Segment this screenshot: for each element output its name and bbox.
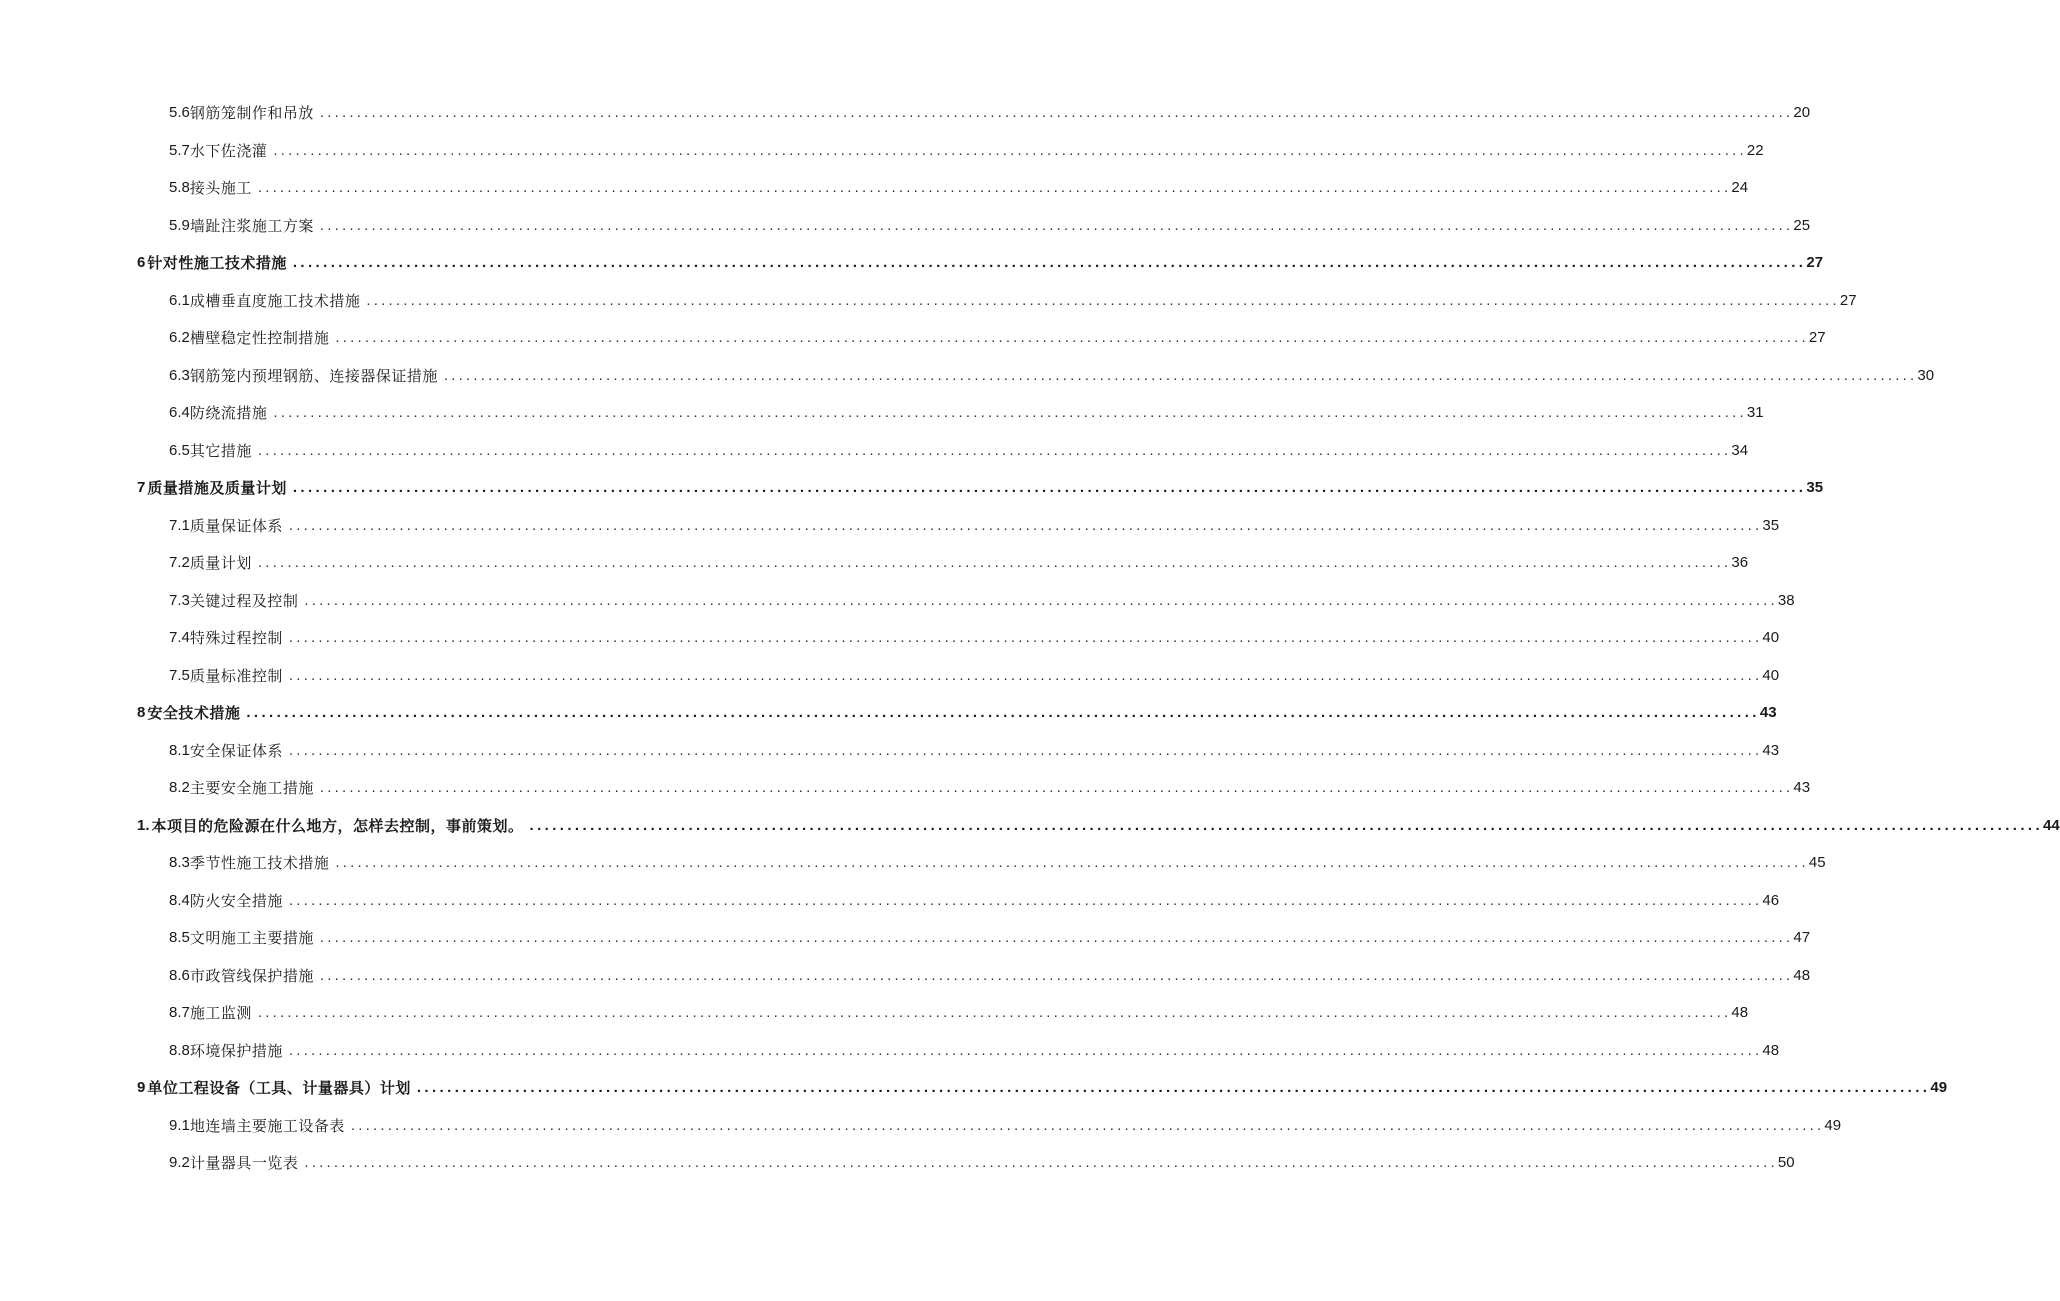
toc-entry-number: 9.1 bbox=[169, 1116, 190, 1134]
toc-entry-title: 单位工程设备（工具、计量器具）计划 bbox=[147, 1080, 411, 1098]
toc-dot-leader: ........................................................................................................................................................................................................ bbox=[350, 1116, 1825, 1134]
toc-dot-leader: ........................................................................................................................................................................................................ bbox=[273, 404, 1747, 422]
toc-subsection-entry[interactable] bbox=[0, 169, 1749, 207]
toc-entry-number: 5.9 bbox=[169, 216, 190, 234]
toc-entry-title: 施工监测 bbox=[189, 1005, 252, 1023]
toc-entry-number: 8.1 bbox=[169, 741, 190, 759]
toc-entry-page-number: 22 bbox=[1746, 141, 1764, 159]
toc-entry-page-number: 31 bbox=[1746, 404, 1764, 422]
toc-entry-title: 防火安全措施 bbox=[189, 892, 283, 910]
toc-entry-page-number: 35 bbox=[1762, 516, 1780, 534]
toc-subsection-entry[interactable] bbox=[0, 619, 1780, 657]
toc-subsection-entry[interactable] bbox=[0, 207, 1811, 245]
toc-entry-page-number: 45 bbox=[1808, 854, 1826, 872]
toc-entry-title: 钢筋笼内预埋钢筋、连接器保证措施 bbox=[189, 367, 438, 385]
toc-entry-title: 地连墙主要施工设备表 bbox=[189, 1117, 345, 1135]
toc-entry-title: 针对性施工技术措施 bbox=[147, 255, 287, 273]
toc-entry-number: 7 bbox=[137, 479, 146, 497]
toc-entry-page-number: 43 bbox=[1759, 704, 1777, 722]
toc-entry-title: 其它措施 bbox=[189, 442, 252, 460]
toc-entry-title: 市政管线保护措施 bbox=[189, 967, 314, 985]
toc-entry-title: 主要安全施工措施 bbox=[189, 780, 314, 798]
toc-entry-title: 质量标准控制 bbox=[189, 667, 283, 685]
toc-entry-title: 安全保证体系 bbox=[189, 742, 283, 760]
toc-entry-title: 钢筋笼制作和吊放 bbox=[189, 105, 314, 123]
toc-dot-leader: ........................................................................................................................................................................................................ bbox=[288, 891, 1763, 909]
toc-entry-title: 计量器具一览表 bbox=[189, 1155, 299, 1173]
toc-section-entry[interactable] bbox=[0, 694, 1777, 732]
toc-subsection-entry[interactable] bbox=[0, 1144, 1795, 1182]
toc-entry-page-number: 49 bbox=[1930, 1079, 1948, 1097]
toc-dot-leader: ........................................................................................................................................................................................................ bbox=[292, 254, 1807, 272]
toc-entry-number: 9 bbox=[137, 1079, 146, 1097]
toc-entry-number: 8.6 bbox=[169, 966, 190, 984]
toc-subsection-entry[interactable] bbox=[0, 507, 1780, 545]
toc-entry-number: 7.4 bbox=[169, 629, 190, 647]
toc-entry-page-number: 35 bbox=[1806, 479, 1824, 497]
toc-subsection-entry[interactable] bbox=[0, 1107, 1842, 1145]
toc-dot-leader: ........................................................................................................................................................................................................ bbox=[288, 629, 1763, 647]
toc-entry-page-number: 38 bbox=[1777, 591, 1795, 609]
toc-dot-leader: ........................................................................................................................................................................................................ bbox=[288, 516, 1763, 534]
toc-dot-leader: ........................................................................................................................................................................................................ bbox=[319, 966, 1794, 984]
toc-entry-number: 8.4 bbox=[169, 891, 190, 909]
toc-entry-page-number: 27 bbox=[1806, 254, 1824, 272]
toc-dot-leader: ........................................................................................................................................................................................................ bbox=[335, 854, 1809, 872]
toc-entry-page-number: 30 bbox=[1917, 366, 1935, 384]
toc-subsection-entry[interactable] bbox=[0, 94, 1811, 132]
toc-entry-page-number: 40 bbox=[1762, 666, 1780, 684]
toc-entry-title: 水下佐浇灌 bbox=[189, 142, 268, 160]
toc-entry-number: 8.7 bbox=[169, 1004, 190, 1022]
toc-entry-page-number: 40 bbox=[1762, 629, 1780, 647]
table-of-contents bbox=[0, 94, 2060, 1182]
toc-subsection-entry[interactable] bbox=[0, 1032, 1780, 1070]
toc-subsection-entry[interactable] bbox=[0, 882, 1780, 920]
toc-entry-page-number: 34 bbox=[1731, 441, 1749, 459]
toc-entry-title: 安全技术措施 bbox=[147, 705, 241, 723]
toc-entry-number: 6.2 bbox=[169, 329, 190, 347]
toc-entry-page-number: 48 bbox=[1731, 1004, 1749, 1022]
toc-dot-leader: ........................................................................................................................................................................................................ bbox=[304, 591, 1778, 609]
toc-entry-number: 7.5 bbox=[169, 666, 190, 684]
toc-entry-title: 本项目的危险源在什么地方，怎样去控制，事前策划。 bbox=[151, 817, 524, 835]
toc-entry-number: 6.5 bbox=[169, 441, 190, 459]
toc-dot-leader: ........................................................................................................................................................................................................ bbox=[246, 704, 1760, 722]
toc-entry-page-number: 25 bbox=[1793, 216, 1811, 234]
toc-entry-page-number: 49 bbox=[1824, 1116, 1842, 1134]
toc-dot-leader: ........................................................................................................................................................................................................ bbox=[257, 179, 1732, 197]
toc-subsection-entry[interactable] bbox=[0, 132, 1764, 170]
toc-entry-number: 7.1 bbox=[169, 516, 190, 534]
toc-entry-page-number: 44 bbox=[2043, 816, 2060, 834]
toc-dot-leader: ........................................................................................................................................................................................................ bbox=[529, 816, 2044, 834]
toc-dot-leader: ........................................................................................................................................................................................................ bbox=[288, 1041, 1763, 1059]
toc-dot-leader: ........................................................................................................................................................................................................ bbox=[443, 366, 1918, 384]
toc-dot-leader: ........................................................................................................................................................................................................ bbox=[257, 441, 1732, 459]
toc-dot-leader: ........................................................................................................................................................................................................ bbox=[319, 779, 1794, 797]
toc-subsection-entry[interactable] bbox=[0, 394, 1764, 432]
toc-subsection-entry[interactable] bbox=[0, 357, 1935, 395]
toc-dot-leader: ........................................................................................................................................................................................................ bbox=[416, 1079, 1931, 1097]
toc-dot-leader: ........................................................................................................................................................................................................ bbox=[257, 554, 1732, 572]
toc-entry-number: 8.2 bbox=[169, 779, 190, 797]
toc-entry-number: 7.3 bbox=[169, 591, 190, 609]
toc-entry-number: 8.8 bbox=[169, 1041, 190, 1059]
toc-dot-leader: ........................................................................................................................................................................................................ bbox=[319, 104, 1794, 122]
toc-entry-page-number: 27 bbox=[1839, 291, 1857, 309]
toc-entry-number: 8.3 bbox=[169, 854, 190, 872]
toc-subsection-entry[interactable] bbox=[0, 957, 1811, 995]
toc-dot-leader: ........................................................................................................................................................................................................ bbox=[319, 929, 1794, 947]
toc-entry-title: 墙趾注浆施工方案 bbox=[189, 217, 314, 235]
toc-entry-title: 文明施工主要措施 bbox=[189, 930, 314, 948]
toc-entry-number: 8.5 bbox=[169, 929, 190, 947]
toc-entry-page-number: 46 bbox=[1762, 891, 1780, 909]
toc-subsection-entry[interactable] bbox=[0, 769, 1811, 807]
toc-subsection-entry[interactable] bbox=[0, 282, 1857, 320]
toc-subsection-entry[interactable] bbox=[0, 919, 1811, 957]
toc-dot-leader: ........................................................................................................................................................................................................ bbox=[292, 479, 1807, 497]
toc-entry-page-number: 48 bbox=[1762, 1041, 1780, 1059]
toc-entry-number: 6.3 bbox=[169, 366, 190, 384]
toc-entry-title: 槽壁稳定性控制措施 bbox=[189, 330, 330, 348]
toc-entry-title: 质量计划 bbox=[189, 555, 252, 573]
toc-entry-page-number: 36 bbox=[1731, 554, 1749, 572]
toc-entry-page-number: 50 bbox=[1777, 1154, 1795, 1172]
toc-entry-title: 接头施工 bbox=[189, 180, 252, 198]
toc-subsection-entry[interactable] bbox=[0, 432, 1749, 470]
toc-dot-leader: ........................................................................................................................................................................................................ bbox=[366, 291, 1840, 309]
toc-dot-leader: ........................................................................................................................................................................................................ bbox=[335, 329, 1809, 347]
toc-subsection-entry[interactable] bbox=[0, 582, 1795, 620]
toc-dot-leader: ........................................................................................................................................................................................................ bbox=[288, 741, 1763, 759]
toc-subsection-entry[interactable] bbox=[0, 732, 1780, 770]
toc-subsection-entry[interactable] bbox=[0, 844, 1826, 882]
toc-entry-number: 6.1 bbox=[169, 291, 190, 309]
toc-subsection-entry[interactable] bbox=[0, 657, 1780, 695]
toc-dot-leader: ........................................................................................................................................................................................................ bbox=[288, 666, 1763, 684]
toc-entry-page-number: 43 bbox=[1762, 741, 1780, 759]
toc-entry-number: 8 bbox=[137, 704, 146, 722]
toc-dot-leader: ........................................................................................................................................................................................................ bbox=[304, 1154, 1778, 1172]
toc-entry-page-number: 48 bbox=[1793, 966, 1811, 984]
toc-section-entry[interactable] bbox=[0, 1069, 1948, 1107]
toc-entry-title: 特殊过程控制 bbox=[189, 630, 283, 648]
toc-entry-title: 关键过程及控制 bbox=[189, 592, 299, 610]
toc-subsection-entry[interactable] bbox=[0, 994, 1749, 1032]
toc-entry-page-number: 27 bbox=[1808, 329, 1826, 347]
toc-entry-title: 防绕流措施 bbox=[189, 405, 268, 423]
toc-entry-number: 5.8 bbox=[169, 179, 190, 197]
toc-dot-leader: ........................................................................................................................................................................................................ bbox=[257, 1004, 1732, 1022]
toc-entry-number: 6 bbox=[137, 254, 146, 272]
toc-entry-number: 6.4 bbox=[169, 404, 190, 422]
toc-entry-title: 成槽垂直度施工技术措施 bbox=[189, 292, 361, 310]
toc-entry-page-number: 43 bbox=[1793, 779, 1811, 797]
toc-dot-leader: ........................................................................................................................................................................................................ bbox=[319, 216, 1794, 234]
toc-dot-leader: ........................................................................................................................................................................................................ bbox=[273, 141, 1747, 159]
toc-subsection-entry[interactable] bbox=[0, 319, 1826, 357]
toc-entry-number: 7.2 bbox=[169, 554, 190, 572]
toc-section-entry[interactable] bbox=[0, 469, 1824, 507]
toc-entry-title: 质量保证体系 bbox=[189, 517, 283, 535]
toc-entry-number: 9.2 bbox=[169, 1154, 190, 1172]
toc-section-entry[interactable] bbox=[0, 807, 2060, 845]
toc-section-entry[interactable] bbox=[0, 244, 1824, 282]
toc-subsection-entry[interactable] bbox=[0, 544, 1749, 582]
toc-entry-title: 季节性施工技术措施 bbox=[189, 855, 330, 873]
toc-entry-page-number: 20 bbox=[1793, 104, 1811, 122]
toc-entry-title: 质量措施及质量计划 bbox=[147, 480, 287, 498]
toc-entry-page-number: 47 bbox=[1793, 929, 1811, 947]
toc-entry-number: 1. bbox=[137, 816, 150, 834]
toc-entry-title: 环境保护措施 bbox=[189, 1042, 283, 1060]
toc-entry-number: 5.6 bbox=[169, 104, 190, 122]
toc-entry-page-number: 24 bbox=[1731, 179, 1749, 197]
toc-entry-number: 5.7 bbox=[169, 141, 190, 159]
